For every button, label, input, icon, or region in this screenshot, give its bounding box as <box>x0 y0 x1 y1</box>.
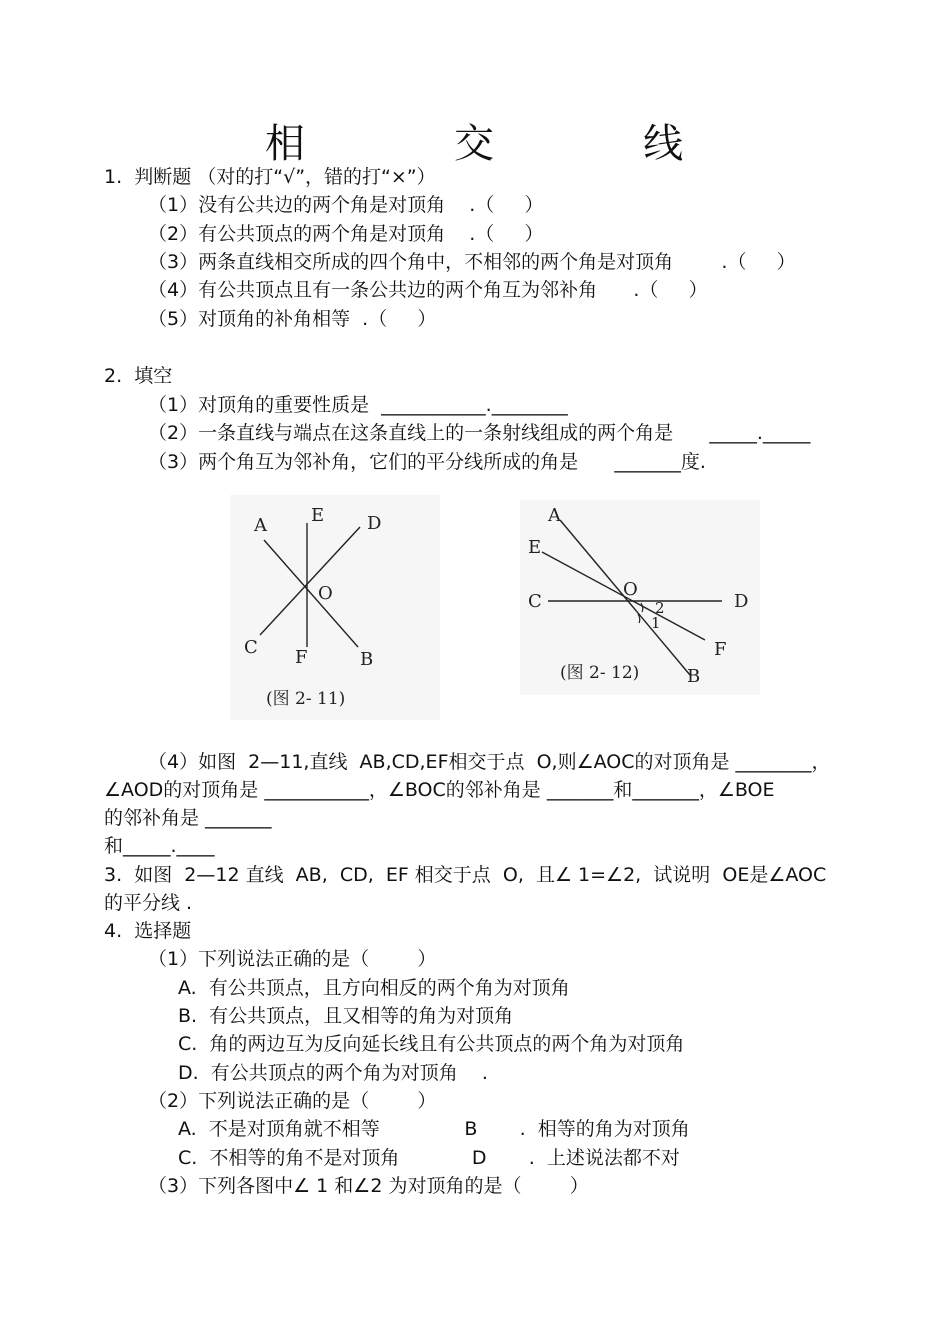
label-a: A <box>548 505 561 526</box>
q4-sub2-options-row-2: C. 不相等的角不是对顶角 D . 上述说法都不对 <box>178 1147 680 1169</box>
q2-heading: 2. 填空 <box>104 365 173 387</box>
q4-sub1-option-d: D. 有公共顶点的两个角为对顶角 . <box>178 1062 488 1084</box>
q4-sub1-option-b: B. 有公共顶点，且又相等的角为对顶角 <box>178 1005 514 1027</box>
label-f: F <box>295 647 308 668</box>
q2-item-4-line-3: 的邻补角是 _______ <box>104 807 272 829</box>
q1-item-2: （2）有公共顶点的两个角是对顶角 .（ ） <box>148 223 544 245</box>
label-f: F <box>714 639 727 660</box>
figure-2-11-diagram <box>230 495 440 720</box>
q4-sub1-option-c: C. 角的两边互为反向延长线且有公共顶点的两个角为对顶角 <box>178 1033 685 1055</box>
label-e: E <box>528 537 542 558</box>
q4-sub1-stem: （1）下列说法正确的是（ ） <box>148 948 437 970</box>
label-d: D <box>367 513 382 534</box>
label-c: C <box>244 637 258 658</box>
q2-item-4-line-4: 和_____.____ <box>104 835 215 857</box>
q3-line-2: 的平分线 . <box>104 892 193 914</box>
label-b: B <box>687 666 701 687</box>
line-cd <box>260 527 360 635</box>
label-angle-1: 1 <box>651 614 661 632</box>
page-title: 相 交 线 <box>264 121 686 167</box>
q1-item-4: （4）有公共顶点且有一条公共边的两个角互为邻补角 .（ ） <box>148 279 708 301</box>
q2-item-4-line-2: ∠AOD的对顶角是 ___________，∠BOC的邻补角是 _______和_______，∠BOE <box>104 779 775 801</box>
q1-heading: 1. 判断题 （对的打“√”，错的打“×”） <box>104 166 436 188</box>
q1-item-1: （1）没有公共边的两个角是对顶角 .（ ） <box>148 194 544 216</box>
figure-2-12-caption: (图 2- 12) <box>560 663 640 683</box>
q2-item-3: （3）两个角互为邻补角，它们的平分线所成的角是 _______度. <box>148 451 706 473</box>
label-e: E <box>311 505 325 526</box>
label-d: D <box>734 591 749 612</box>
label-b: B <box>360 649 374 670</box>
figure-2-12 <box>520 500 760 695</box>
label-o: O <box>623 579 638 600</box>
q1-item-5: （5）对顶角的补角相等 .（ ） <box>148 308 437 330</box>
q4-heading: 4. 选择题 <box>104 920 192 942</box>
label-angle-2: 2 <box>655 599 665 617</box>
line-ab <box>264 540 358 647</box>
q2-item-4-line-1: （4）如图 2—11,直线 AB,CD,EF相交于点 O,则∠AOC的对顶角是 ________， <box>148 751 831 773</box>
q1-item-3: （3）两条直线相交所成的四个角中，不相邻的两个角是对顶角 .（ ） <box>148 251 796 273</box>
angle-2-arc <box>641 603 643 612</box>
figure-2-12-diagram <box>520 500 760 695</box>
figure-2-11-caption: (图 2- 11) <box>266 689 346 709</box>
label-a: A <box>254 515 267 536</box>
q4-sub1-option-a: A. 有公共顶点，且方向相反的两个角为对顶角 <box>178 977 570 999</box>
label-c: C <box>528 591 542 612</box>
q3-line-1: 3. 如图 2—12 直线 AB, CD, EF 相交于点 O, 且∠ 1=∠2, 试说明 OE是∠AOC <box>104 864 827 886</box>
figure-2-11 <box>230 495 440 720</box>
q2-item-1: （1）对顶角的重要性质是 ___________.________ <box>148 394 568 416</box>
q2-item-2: （2）一条直线与端点在这条直线上的一条射线组成的两个角是 _____._____ <box>148 422 811 444</box>
q4-sub2-options-row-1: A. 不是对顶角就不相等 B . 相等的角为对顶角 <box>178 1118 690 1140</box>
q4-sub3-stem: （3）下列各图中∠ 1 和∠2 为对顶角的是（ ） <box>148 1175 589 1197</box>
label-o: O <box>318 583 333 604</box>
q4-sub2-stem: （2）下列说法正确的是（ ） <box>148 1090 437 1112</box>
